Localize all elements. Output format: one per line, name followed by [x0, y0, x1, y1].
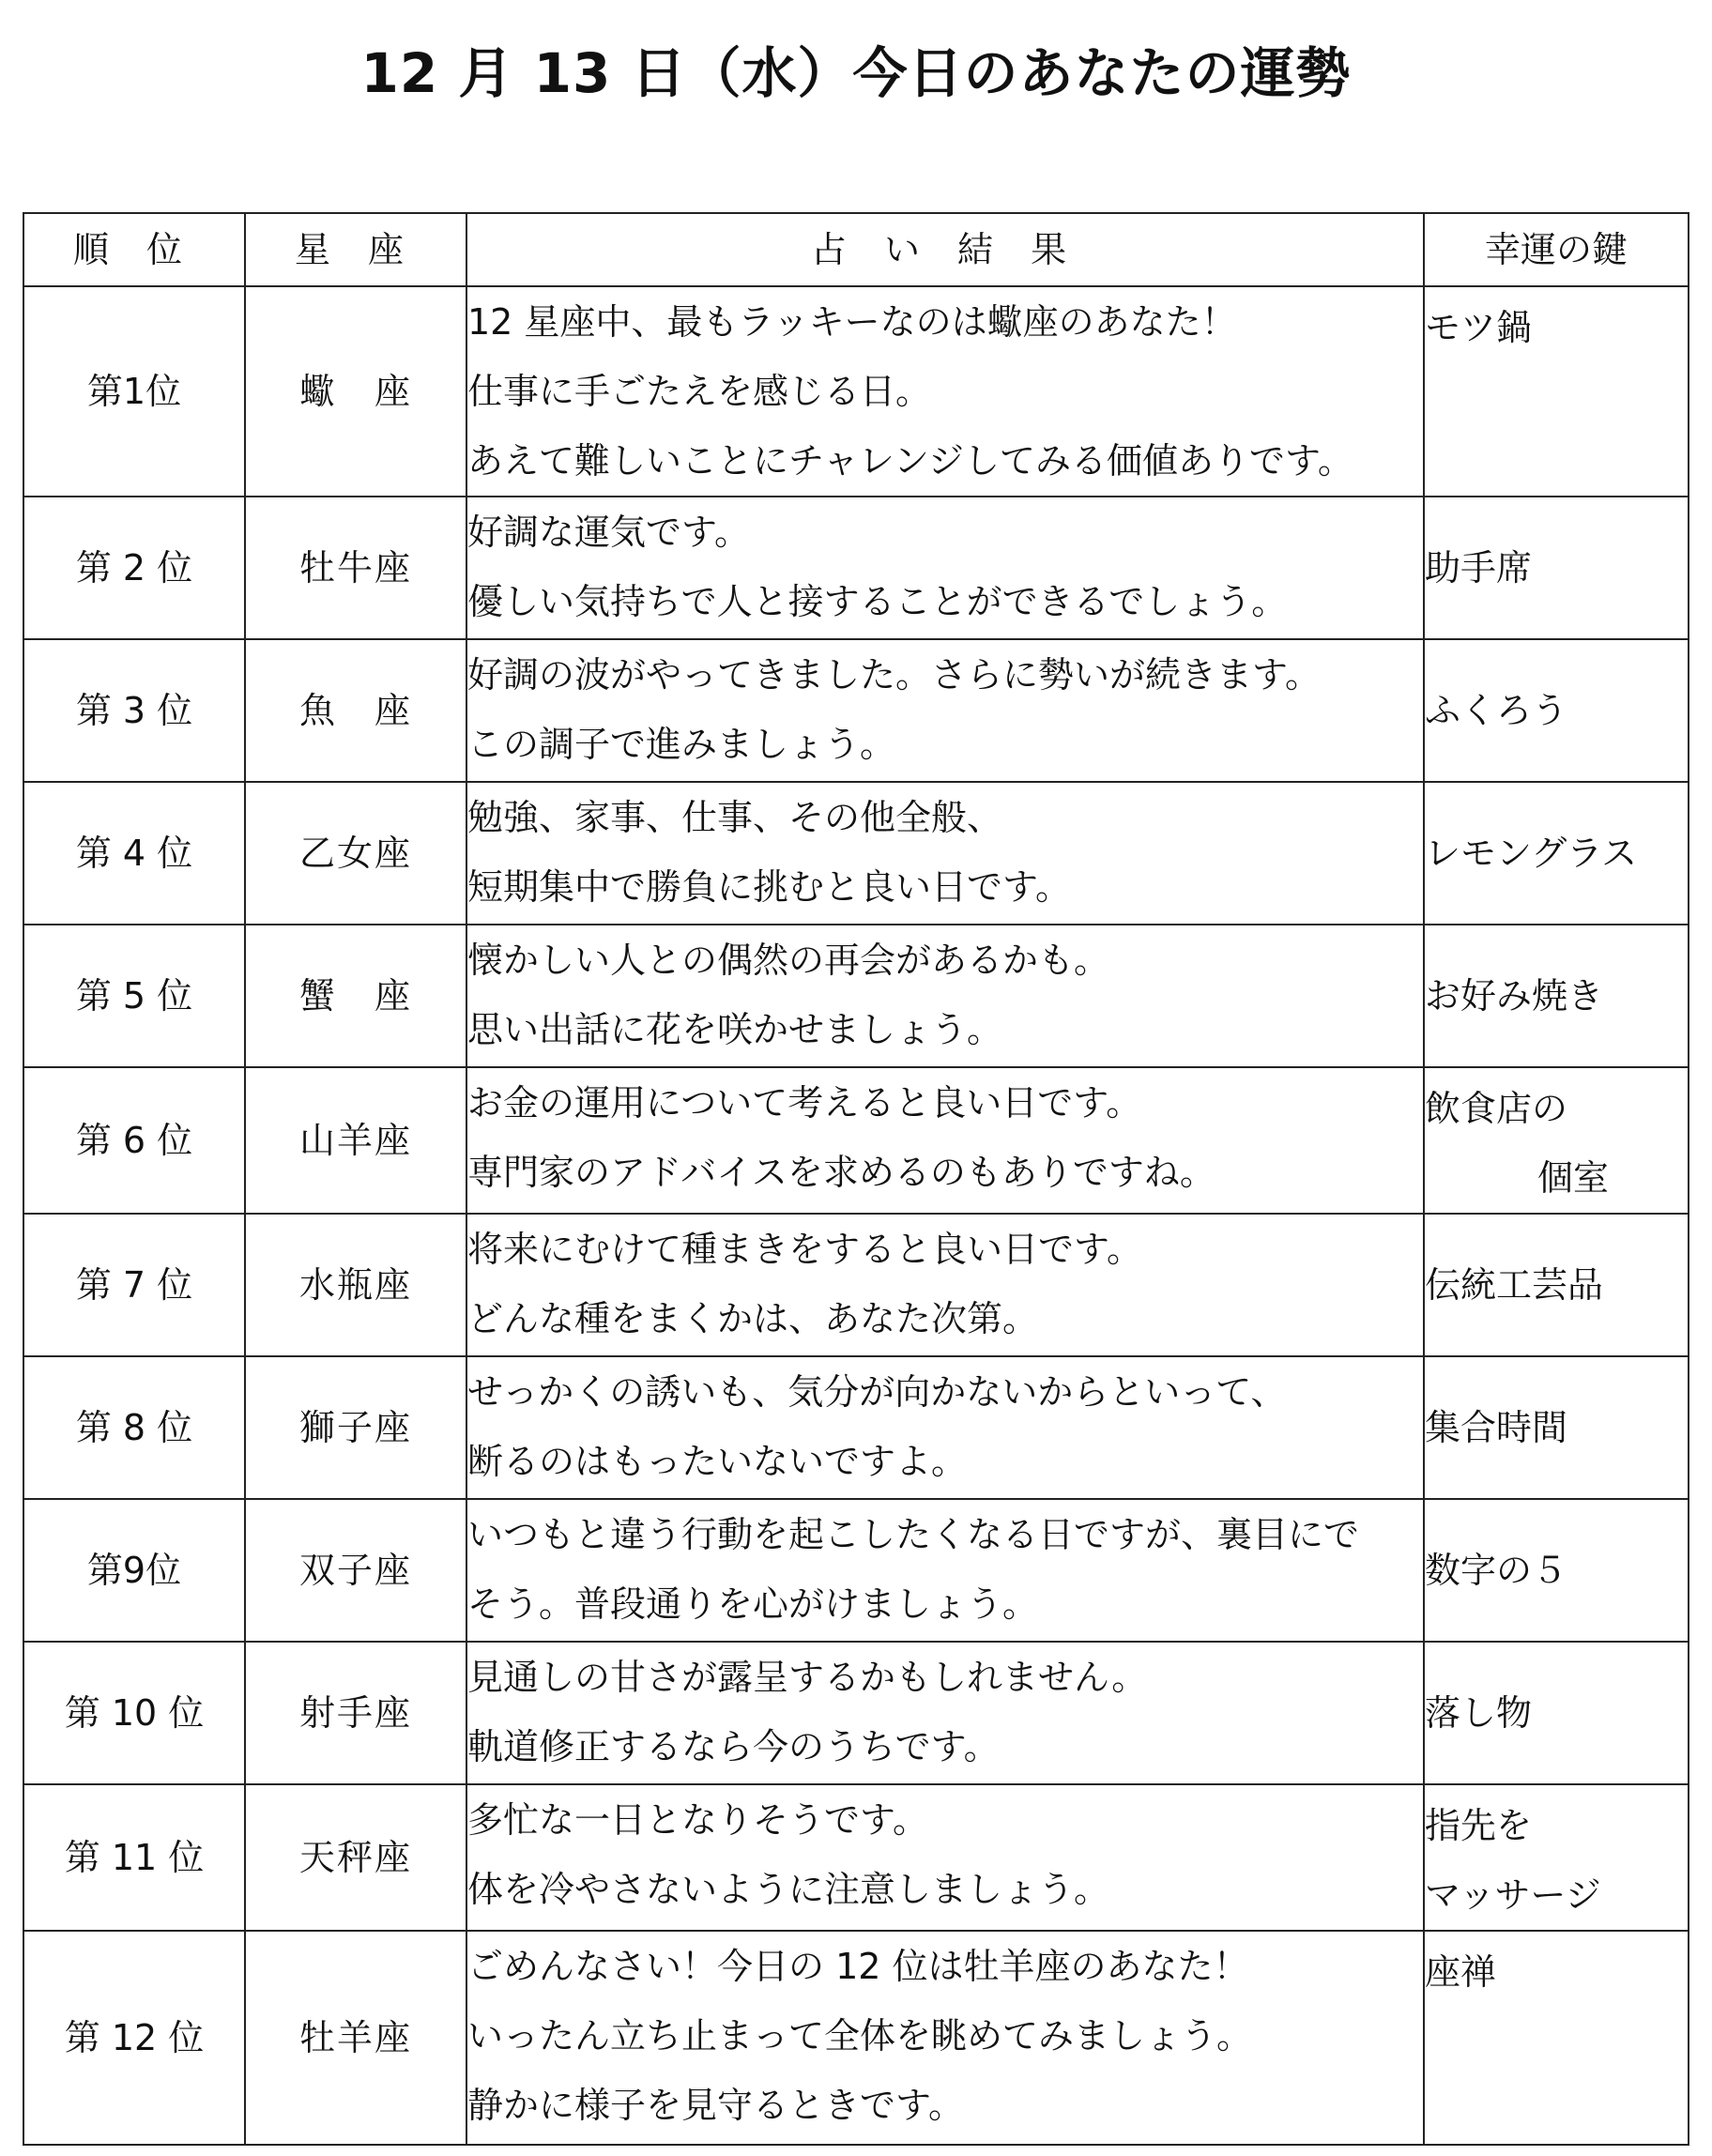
table-row — [23, 286, 1689, 497]
result-cell — [466, 639, 1424, 782]
table-row — [23, 925, 1689, 1067]
lucky-key-cell — [1424, 1642, 1689, 1784]
rank-cell: 第 8 位 — [23, 1356, 245, 1499]
lucky-key-cell — [1424, 1499, 1689, 1642]
header-key: 幸運の鍵 — [1424, 213, 1689, 286]
result-line: 将来にむけて種まきをすると良い日です。 — [467, 1229, 1142, 1270]
result-cell — [466, 1067, 1424, 1214]
result-cell — [466, 782, 1424, 925]
lucky-key-text: 数字の５ — [1425, 1550, 1568, 1591]
rank-cell: 第 4 位 — [23, 782, 245, 925]
result-line: 短期集中で勝負に挑むと良い日です。 — [467, 866, 1071, 908]
result-cell — [466, 497, 1424, 639]
result-line: 勉強、家事、仕事、その他全般、 — [467, 797, 1003, 838]
result-cell — [466, 1499, 1424, 1642]
rank-cell: 第 2 位 — [23, 497, 245, 639]
rank-cell: 第 5 位 — [23, 925, 245, 1067]
sign-cell: 天秤座 — [245, 1784, 466, 1931]
table-row — [23, 1642, 1689, 1784]
header-result: 占 い 結 果 — [466, 213, 1424, 286]
result-line: 体を冷やさないように注意しましょう。 — [467, 1869, 1110, 1910]
result-line: 仕事に手ごたえを感じる日。 — [467, 371, 932, 412]
result-cell — [466, 1214, 1424, 1356]
lucky-key-cell — [1424, 286, 1689, 497]
result-line: そう。普段通りを心がけましょう。 — [467, 1583, 1039, 1625]
result-cell — [466, 1784, 1424, 1931]
result-line: 専門家のアドバイスを求めるのもありですね。 — [467, 1152, 1215, 1193]
sign-cell: 山羊座 — [245, 1067, 466, 1214]
lucky-key-cell — [1424, 782, 1689, 925]
result-line: 静かに様子を見守るときです。 — [467, 2085, 964, 2126]
result-line: お金の運用について考えると良い日です。 — [467, 1082, 1142, 1124]
result-line: ごめんなさい！今日の 12 位は牡羊座のあなた！ — [467, 1946, 1249, 1987]
result-line: 優しい気持ちで人と接することができるでしょう。 — [467, 581, 1288, 622]
lucky-key-text: 落し物 — [1425, 1692, 1533, 1734]
lucky-key-text: 個室 — [1537, 1157, 1610, 1199]
result-line: この調子で進みましょう。 — [467, 724, 896, 765]
table-row — [23, 782, 1689, 925]
sign-cell: 射手座 — [245, 1642, 466, 1784]
result-line: 思い出話に花を咲かせましょう。 — [467, 1009, 1003, 1050]
rank-cell: 第9位 — [23, 1499, 245, 1642]
result-line: 12 星座中、最もラッキーなのは蠍座のあなた！ — [467, 301, 1237, 343]
lucky-key-cell — [1424, 925, 1689, 1067]
lucky-key-text: マッサージ — [1425, 1874, 1601, 1916]
sign-cell: 蟹 座 — [245, 925, 466, 1067]
result-cell — [466, 925, 1424, 1067]
table-row — [23, 1784, 1689, 1931]
rank-cell: 第 3 位 — [23, 639, 245, 782]
sign-cell: 双子座 — [245, 1499, 466, 1642]
lucky-key-cell — [1424, 1214, 1689, 1356]
lucky-key-text: お好み焼き — [1425, 975, 1604, 1017]
rank-cell: 第 10 位 — [23, 1642, 245, 1784]
lucky-key-text: 助手席 — [1425, 547, 1533, 589]
result-line: どんな種をまくかは、あなた次第。 — [467, 1298, 1039, 1339]
rank-cell: 第1位 — [23, 286, 245, 497]
rank-cell: 第 12 位 — [23, 1931, 245, 2145]
lucky-key-cell — [1424, 1931, 1689, 2145]
lucky-key-cell — [1424, 497, 1689, 639]
table-row — [23, 1356, 1689, 1499]
lucky-key-text: モツ鍋 — [1425, 307, 1533, 348]
result-line: 軌道修正するなら今のうちです。 — [467, 1726, 1000, 1767]
table-row — [23, 1214, 1689, 1356]
table-header-row — [23, 213, 1689, 286]
result-line: 懐かしい人との偶然の再会があるかも。 — [467, 940, 1110, 981]
sign-cell: 蠍 座 — [245, 286, 466, 497]
rank-cell: 第 7 位 — [23, 1214, 245, 1356]
table-row — [23, 1499, 1689, 1642]
result-line: 好調の波がやってきました。さらに勢いが続きます。 — [467, 654, 1321, 696]
result-cell — [466, 1642, 1424, 1784]
result-cell — [466, 286, 1424, 497]
result-line: あえて難しいことにチャレンジしてみる価値ありです。 — [467, 440, 1353, 482]
result-line: 断るのはもったいないですよ。 — [467, 1441, 968, 1482]
result-line: 好調な運気です。 — [467, 512, 750, 553]
lucky-key-cell — [1424, 1356, 1689, 1499]
rank-cell: 第 6 位 — [23, 1067, 245, 1214]
table-row — [23, 639, 1689, 782]
sign-cell: 魚 座 — [245, 639, 466, 782]
header-sign: 星 座 — [245, 213, 466, 286]
sign-cell: 牡牛座 — [245, 497, 466, 639]
result-line: 見通しの甘さが露呈するかもしれません。 — [467, 1657, 1148, 1698]
lucky-key-text: 伝統工芸品 — [1425, 1264, 1604, 1306]
sign-cell: 乙女座 — [245, 782, 466, 925]
rank-cell: 第 11 位 — [23, 1784, 245, 1931]
page-title: 12 月 13 日（水）今日のあなたの運勢 — [360, 41, 1352, 105]
lucky-key-cell — [1424, 639, 1689, 782]
lucky-key-text: 座禅 — [1425, 1951, 1497, 1993]
lucky-key-cell — [1424, 1067, 1689, 1214]
sign-cell: 牡羊座 — [245, 1931, 466, 2145]
lucky-key-text: 集合時間 — [1425, 1407, 1568, 1448]
lucky-key-text: 指先を — [1425, 1805, 1533, 1846]
result-line: いつもと違う行動を起こしたくなる日ですが、裏目にで — [467, 1514, 1360, 1555]
result-cell — [466, 1356, 1424, 1499]
table-row — [23, 1067, 1689, 1214]
result-line: いったん立ち止まって全体を眺めてみましょう。 — [467, 2015, 1253, 2057]
sign-cell: 水瓶座 — [245, 1214, 466, 1356]
table-row — [23, 497, 1689, 639]
sign-cell: 獅子座 — [245, 1356, 466, 1499]
lucky-key-cell — [1424, 1784, 1689, 1931]
lucky-key-text: レモングラス — [1425, 833, 1638, 874]
fortune-table — [23, 212, 1689, 2146]
lucky-key-text: 飲食店の — [1425, 1088, 1568, 1129]
result-cell — [466, 1931, 1424, 2145]
lucky-key-text: ふくろう — [1425, 690, 1568, 731]
result-line: 多忙な一日となりそうです。 — [467, 1799, 928, 1841]
table-row — [23, 1931, 1689, 2145]
header-rank: 順 位 — [23, 213, 245, 286]
result-line: せっかくの誘いも、気分が向かないからといって、 — [467, 1371, 1287, 1413]
